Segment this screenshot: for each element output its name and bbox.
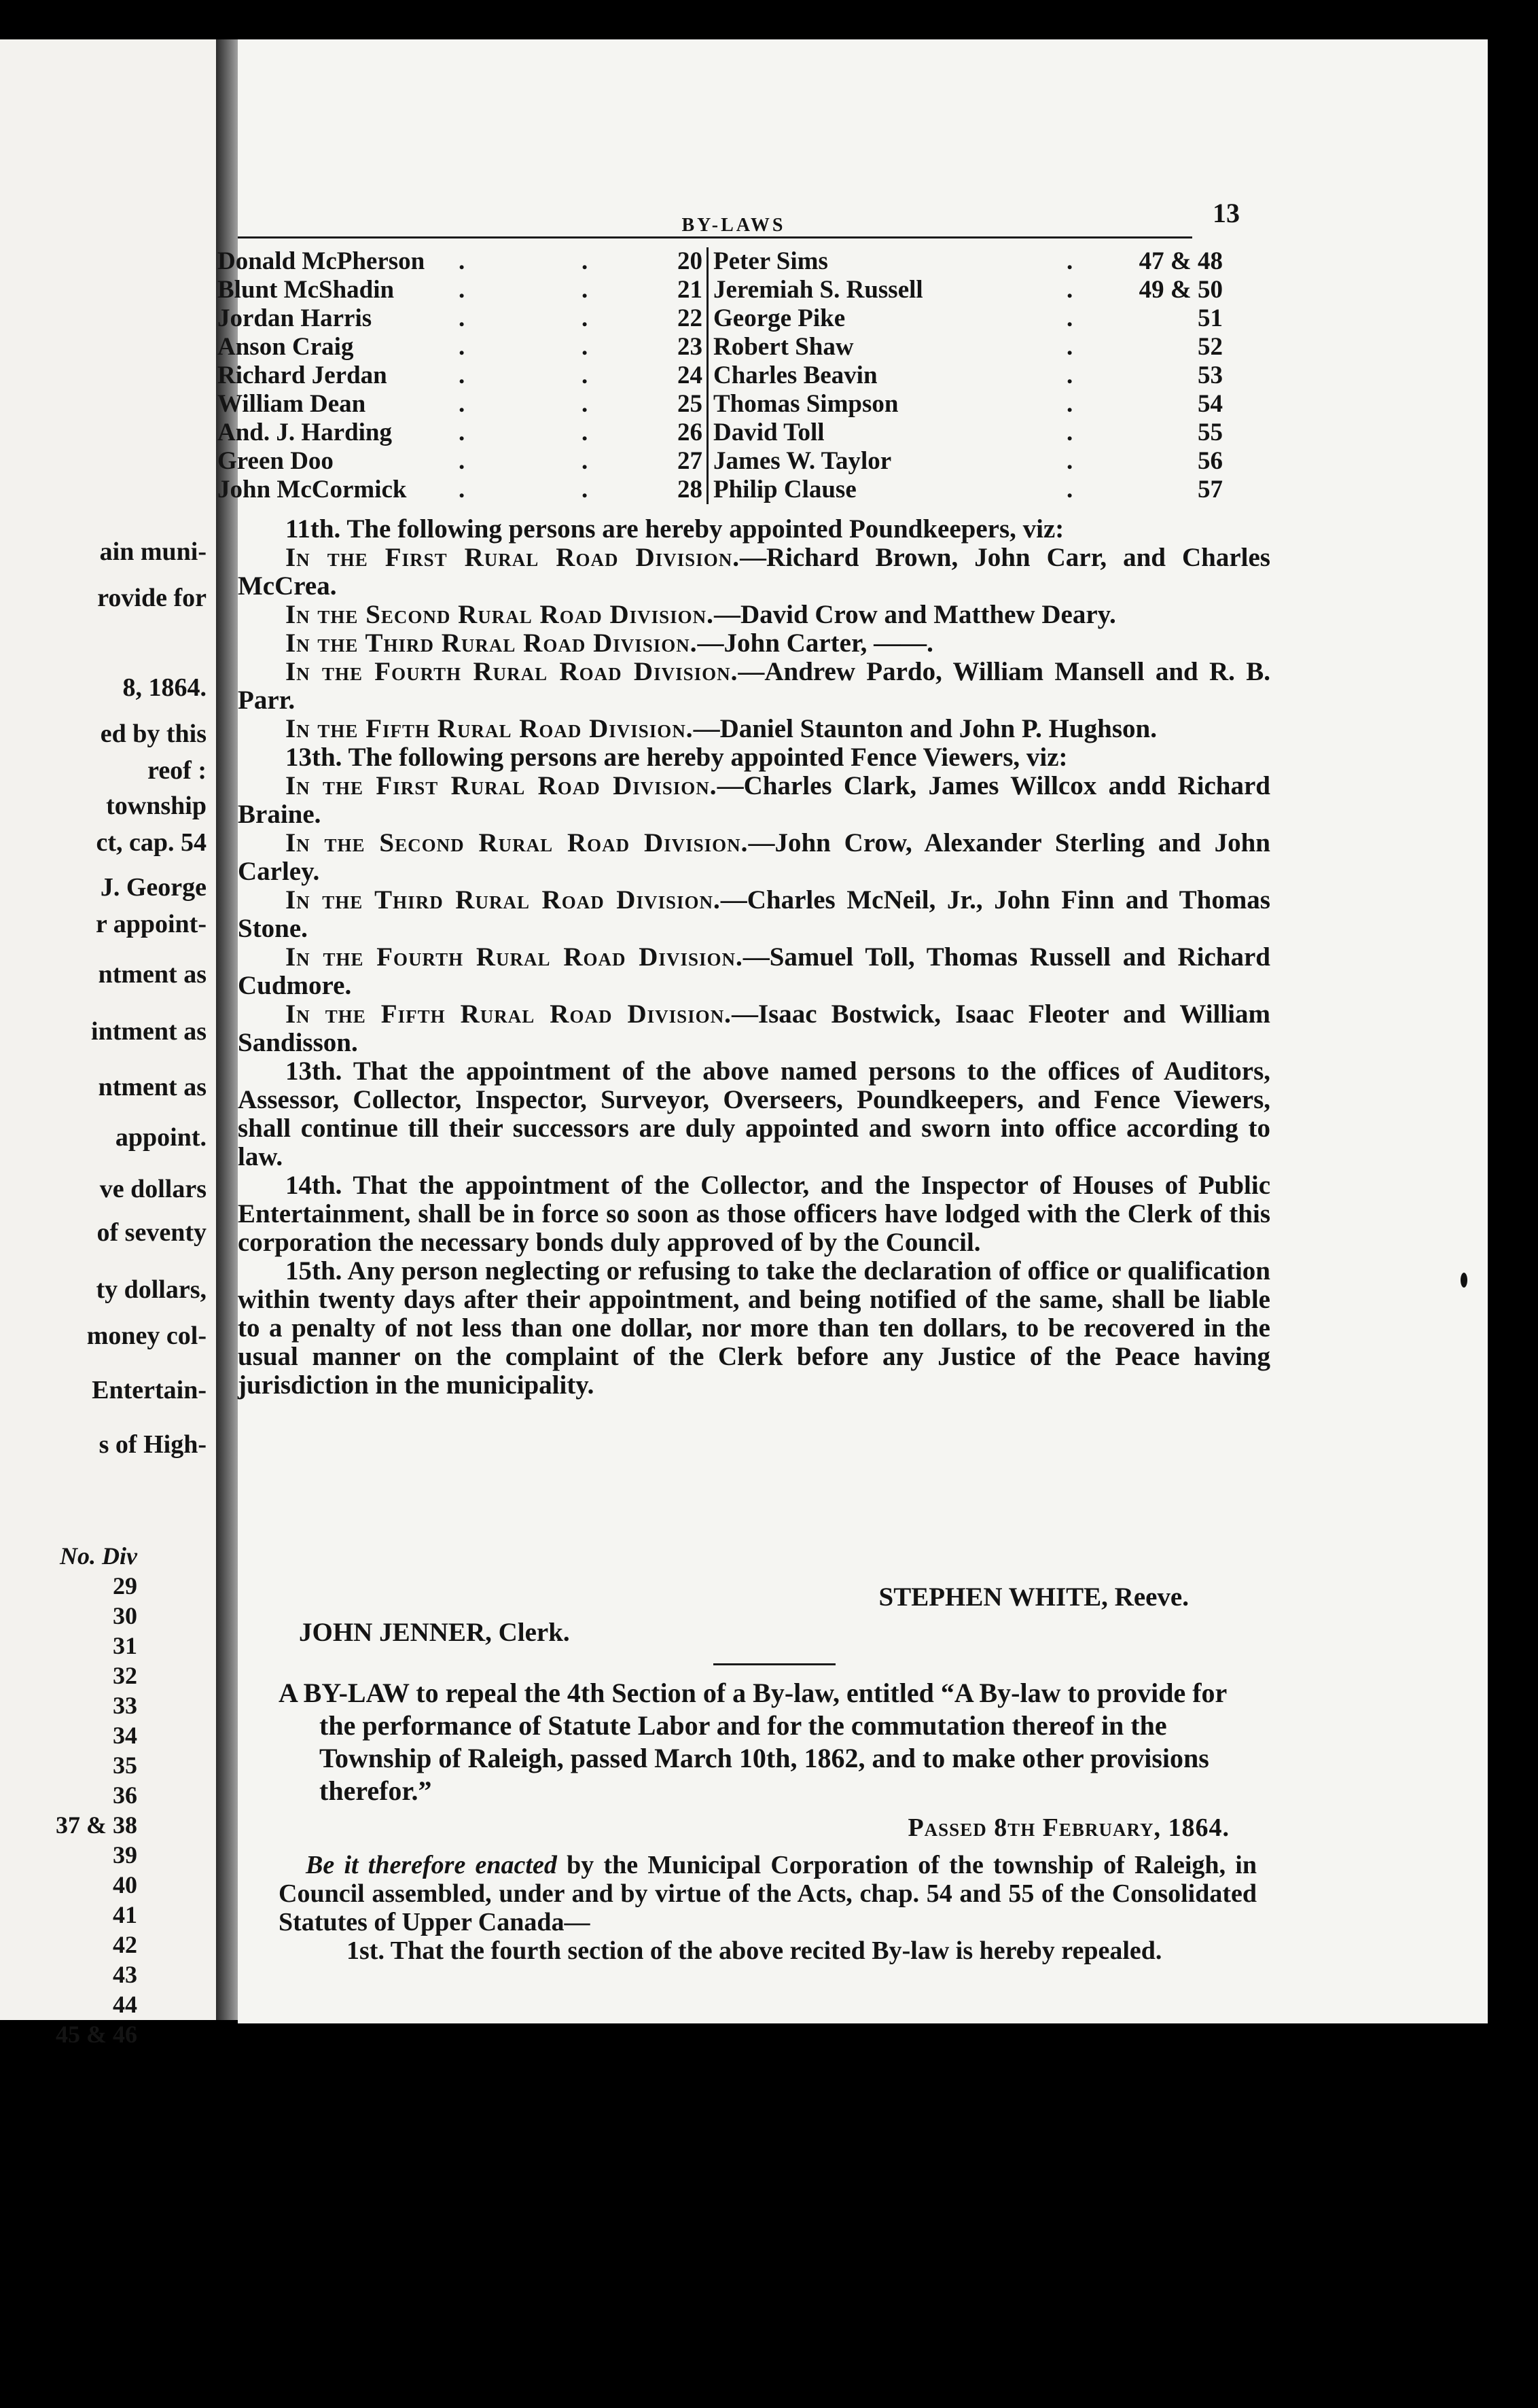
table-row [217,276,1223,304]
right-name: David Toll [713,419,825,446]
facing-page-line: intment as [91,1017,207,1046]
division-names: —Daniel Staunton and John P. Hughson. [693,714,1157,743]
division-names: —Charles Clark, James Willcox andd Richard Braine. [238,771,1270,829]
right-name: Jeremiah S. Russell [713,276,923,304]
right-name: George Pike [713,304,846,332]
division-number: 55 [1198,419,1223,446]
left-name: Green Doo [217,447,334,475]
division-number: 45 & 46 [56,2021,137,2048]
facing-page-line: ed by this [100,720,207,748]
facing-page-line: ty dollars, [96,1275,207,1304]
facing-page-line: ntment as [98,1073,207,1101]
leader-dot: . [459,304,465,332]
division-names: —John Carter, ——. [697,628,933,658]
leader-dot: . [459,361,465,389]
division-number: 40 [113,1871,137,1898]
leader-dot: . [1067,447,1073,475]
division-label: In the Fifth Rural Road Division. [285,714,694,743]
right-name: Robert Shaw [713,333,854,361]
paragraph-12: 13th. The following persons are hereby appointed Fence Viewers, viz: [285,743,1068,772]
division-number: 43 [113,1961,137,1988]
division-number: 33 [113,1692,137,1719]
left-name: Blunt McShadin [217,276,395,304]
left-name: Richard Jerdan [217,361,387,389]
facing-page-line: r appoint- [96,910,207,938]
section-1: 1st. That the fourth section of the above recited By-law is hereby repealed. [346,1936,1162,1965]
facing-page-line: township [106,792,207,820]
bylaw-passed-date: Passed 8th February, 1864. [908,1813,1230,1842]
leader-dot: . [459,390,465,418]
division-number: 41 [113,1901,137,1928]
division-names: —Samuel Toll, Thomas Russell and Richard Cudmore. [238,942,1270,1000]
leader-dot: . [1067,419,1073,446]
division-number: 54 [1198,390,1223,418]
fence-viewers-first-division [238,772,1270,829]
table-row [217,390,1223,419]
leader-dot: . [1067,390,1073,418]
table-row [217,419,1223,447]
leader-dot: . [1067,333,1073,361]
facing-page-line: ain muni- [99,537,207,566]
division-names: —Isaac Bostwick, Isaac Fleoter and William Sandisson. [238,999,1270,1057]
division-label: In the First Rural Road Division. [285,543,740,572]
facing-page-division-column [8,1541,137,2049]
fence-viewers-second-division [238,829,1270,886]
enacting-text: by the Municipal Corporation of the township of Raleigh, in Council assembled, under and by virtue of the Acts, chap. 54 and 55 of the Consolidated Statutes of Upper Canada— [279,1851,1257,1936]
division-number: 37 & 38 [56,1811,137,1839]
row-number: 23 [677,333,702,361]
left-name: William Dean [217,390,366,418]
division-number: 53 [1198,361,1223,389]
signature-block [238,1582,1270,1647]
division-label: In the Third Rural Road Division. [285,885,721,915]
division-number: 35 [113,1752,137,1779]
facing-page-line: appoint. [115,1123,207,1152]
facing-page-line: 8, 1864. [122,673,207,702]
row-number: 26 [677,419,702,446]
division-label: In the Fourth Rural Road Division. [285,942,743,972]
leader-dot: . [582,333,588,361]
division-number: 34 [113,1722,137,1749]
paragraph-15: 15th. Any person neglecting or refusing to take the declaration of office or qualification within twenty days after their appointment, and being notified of the same, shall be liable to a penalty of not less than one dollar, nor more than ten dollars, to be recovered in the usual manner on the complaint of the Clerk before any Justice of the Peace having jurisdiction in the municipality. [238,1256,1270,1400]
division-number: 52 [1198,333,1223,361]
division-names: —John Crow, Alexander Sterling and John Carley. [238,828,1270,886]
left-name: John McCormick [217,476,407,503]
right-name: Thomas Simpson [713,390,899,418]
section-rule [713,1663,836,1665]
reeve-signature: STEPHEN WHITE, Reeve. [878,1582,1189,1612]
row-number: 27 [677,447,702,475]
table-row [217,333,1223,361]
clerk-signature: JOHN JENNER, Clerk. [299,1618,570,1647]
table-row [217,447,1223,476]
row-number: 24 [677,361,702,389]
fence-viewers-third-division [238,886,1270,943]
body-text [238,515,1270,1400]
division-label: In the Third Rural Road Division. [285,628,698,658]
division-number: 42 [113,1931,137,1958]
ink-mark [1461,1273,1467,1288]
facing-page [0,39,216,2048]
leader-dot: . [1067,247,1073,275]
row-number: 22 [677,304,702,332]
page-number: 13 [1213,198,1240,228]
row-number: 20 [677,247,702,275]
division-names: —Charles McNeil, Jr., John Finn and Thomas Stone. [238,885,1270,943]
poundkeepers-third-division [238,629,1270,658]
paragraph-14: 14th. That the appointment of the Collector, and the Inspector of Houses of Public Entertainment, shall be in force so soon as those officers have lodged with the Clerk of this corporation the necessary bonds duly approved of by the Council. [238,1171,1270,1257]
division-label: In the First Rural Road Division. [285,771,717,800]
paragraph-11: 11th. The following persons are hereby appointed Poundkeepers, viz: [285,514,1065,544]
division-number: 29 [113,1572,137,1599]
row-number: 25 [677,390,702,418]
division-number: 56 [1198,447,1223,475]
leader-dot: . [582,304,588,332]
poundkeepers-first-division [238,544,1270,601]
leader-dot: . [459,333,465,361]
poundkeepers-fifth-division [238,715,1270,743]
division-number: 31 [113,1632,137,1659]
division-names: —Richard Brown, John Carr, and Charles McCrea. [238,543,1270,601]
paragraph-13: 13th. That the appointment of the above named persons to the offices of Auditors, Assessor, Collector, Inspector, Surveyor, Overseers, Poundkeepers, and Fence Viewers, shall continue till their successors are duly appointed and sworn into office according to law. [238,1057,1270,1171]
division-label: In the Fifth Rural Road Division. [285,999,732,1029]
header-rule [238,236,1192,238]
leader-dot: . [582,361,588,389]
division-number: 57 [1198,476,1223,503]
table-row [217,247,1223,276]
division-label: In the Second Rural Road Division. [285,828,749,857]
table-row [217,361,1223,390]
leader-dot: . [459,447,465,475]
main-page [217,39,1488,2023]
leader-dot: . [1067,304,1073,332]
leader-dot: . [582,390,588,418]
enacting-lead: Be it therefore enacted [306,1851,557,1879]
enacting-clause [279,1851,1257,1936]
row-number: 21 [677,276,702,304]
poundkeepers-fourth-division [238,658,1270,715]
division-number: 30 [113,1602,137,1629]
facing-page-line: rovide for [97,584,207,612]
division-names: —David Crow and Matthew Deary. [713,600,1116,629]
division-number: 44 [113,1991,137,2018]
fence-viewers-fifth-division [238,1000,1270,1057]
facing-page-line: reof : [147,756,207,785]
facing-page-line: of seventy [96,1218,207,1247]
facing-page-line: ve dollars [99,1175,207,1203]
row-number: 28 [677,476,702,503]
facing-page-line: ct, cap. 54 [96,828,207,857]
leader-dot: . [582,247,588,275]
division-number: 51 [1198,304,1223,332]
division-column-header: No. Div [60,1542,137,1570]
division-number: 49 & 50 [1139,276,1223,304]
left-name: Jordan Harris [217,304,372,332]
left-name: Donald McPherson [217,247,425,275]
division-number: 36 [113,1782,137,1809]
leader-dot: . [459,419,465,446]
division-number: 39 [113,1841,137,1869]
table-row [217,304,1223,333]
division-label: In the Second Rural Road Division. [285,600,714,629]
bylaw-title: A BY-LAW to repeal the 4th Section of a By-law, entitled “A By-law to provide for the performance of Statute Labor and for the commutation thereof in the Township of Raleigh, passed March 10th, 1862, and to make other provisions therefor.” [279,1678,1227,1806]
right-name: Peter Sims [713,247,828,275]
facing-page-line: J. George [100,873,207,902]
facing-page-line: s of High- [99,1430,207,1459]
division-label: In the Fourth Rural Road Division. [285,657,738,686]
left-name: And. J. Harding [217,419,393,446]
leader-dot: . [459,247,465,275]
leader-dot: . [459,476,465,503]
leader-dot: . [459,276,465,304]
facing-page-line: Entertain- [92,1376,207,1404]
division-names: —Andrew Pardo, William Mansell and R. B. Parr. [238,657,1270,715]
leader-dot: . [1067,276,1073,304]
facing-page-line: ntment as [98,960,207,989]
leader-dot: . [1067,476,1073,503]
fence-viewers-fourth-division [238,943,1270,1000]
leader-dot: . [582,476,588,503]
leader-dot: . [582,419,588,446]
facing-page-line: money col- [86,1322,207,1350]
leader-dot: . [582,276,588,304]
poundkeepers-second-division [238,601,1270,629]
names-table [217,247,1223,504]
division-number: 32 [113,1662,137,1689]
leader-dot: . [582,447,588,475]
right-name: Charles Beavin [713,361,878,389]
right-name: Philip Clause [713,476,857,503]
division-number: 47 & 48 [1139,247,1223,275]
leader-dot: . [1067,361,1073,389]
left-name: Anson Craig [217,333,354,361]
right-name: James W. Taylor [713,447,892,475]
bylaw-section [279,1677,1257,1965]
running-head: BY-LAWS [681,215,786,236]
table-row [217,476,1223,504]
